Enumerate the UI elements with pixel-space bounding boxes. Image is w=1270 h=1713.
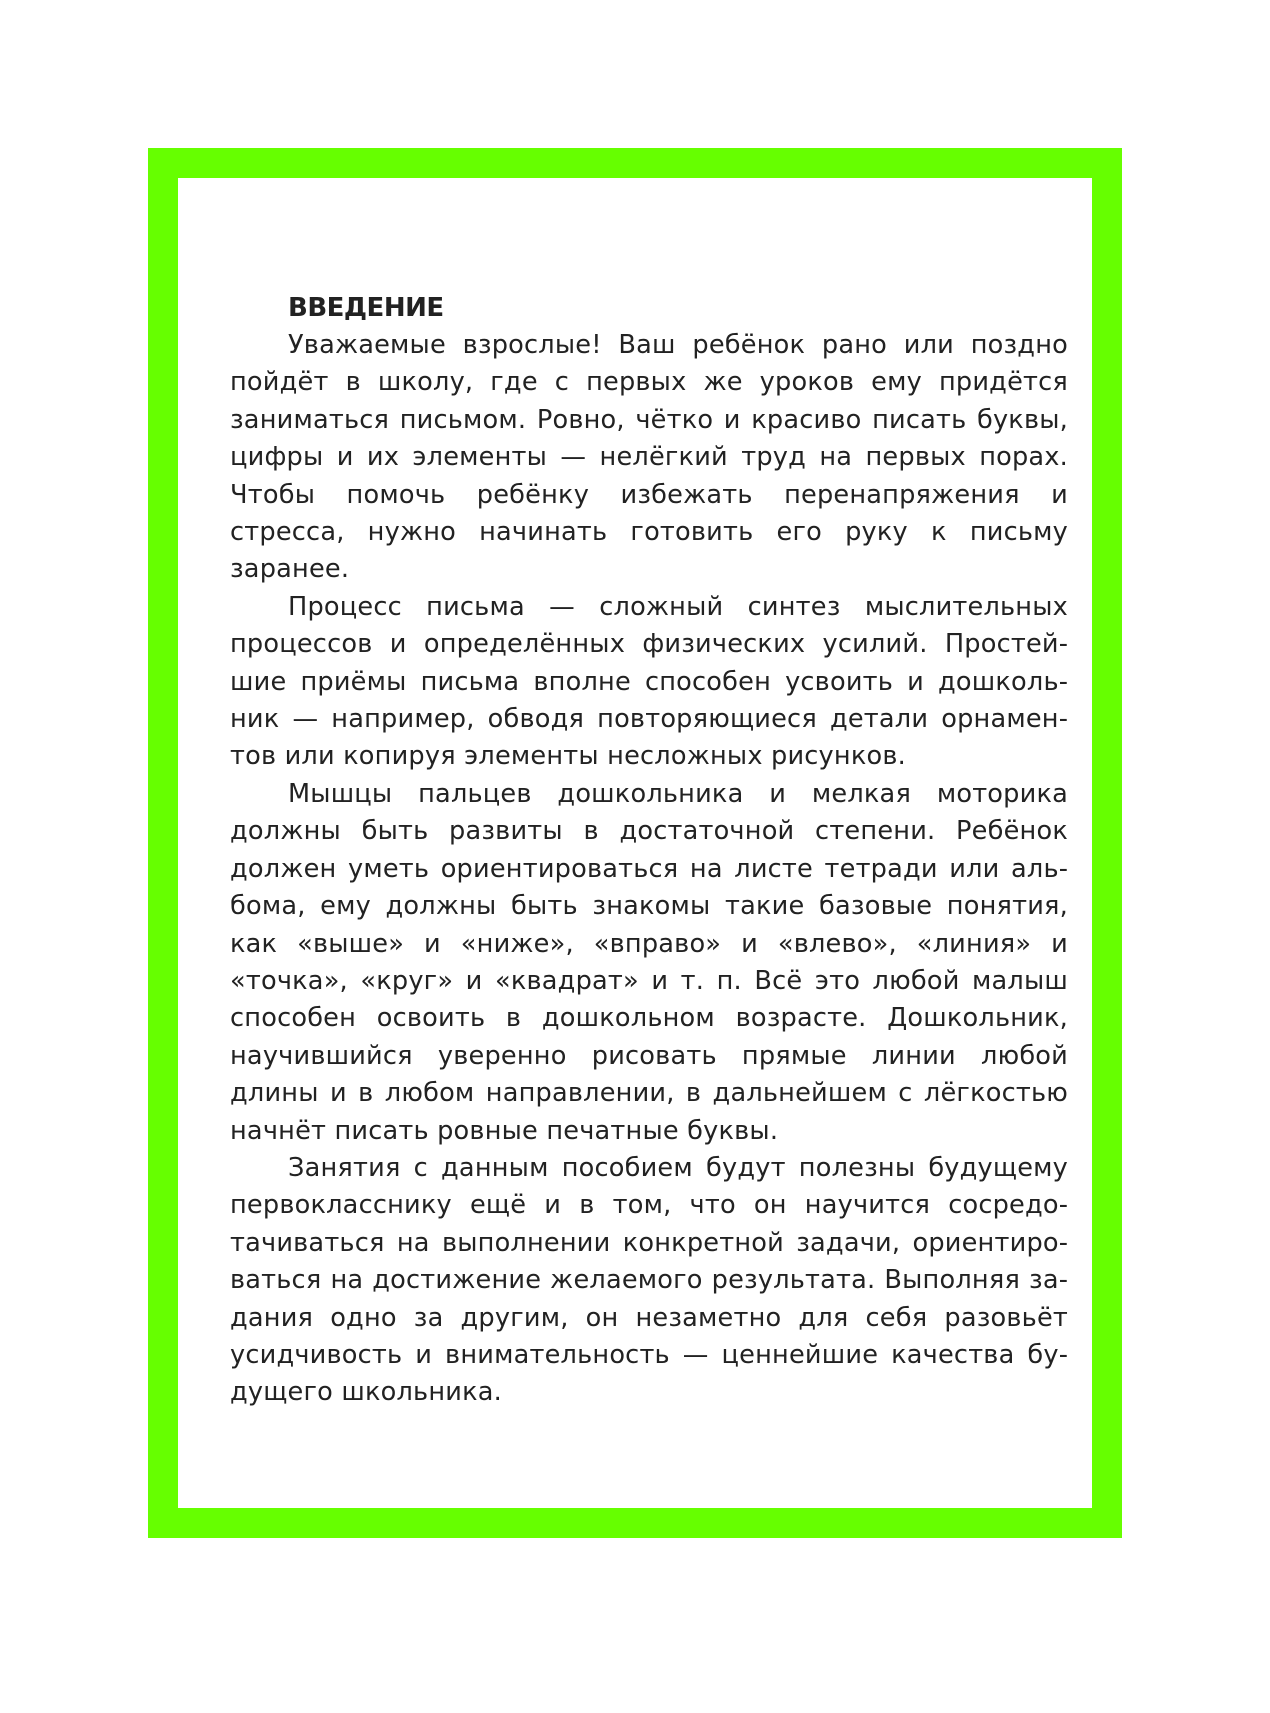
section-heading: ВВЕДЕНИЕ xyxy=(288,293,444,323)
paragraph-3: Мышцы пальцев дошкольника и мелкая моторика должны быть развиты в достаточной степени. Ребёнок должен уметь ориентироваться на листе тетради или альбома, ему должны быть знакомы такие базовые понятия, как «выше» и «ниже», «вправо» и «влево», «линия» и «точка», «круг» и «квадрат» и т. п. Всё это любой малыш способен освоить в дошкольном возрасте. Дошкольник, научившийся уверенно рисовать прямые линии любой длины и в любом направлении, в дальнейшем с лёгкостью начнёт писать ровные печатные буквы. xyxy=(230,778,1068,1146)
paragraph-2: Процесс письма — сложный синтез мыслительных процессов и определённых физических усилий. Простейшие приёмы письма вполне способен усвоить и дошкольник — например, обводя повторяющиеся детали орнаментов или копируя элементы несложных рисунков. xyxy=(230,591,1068,772)
introduction-text-block xyxy=(230,290,1068,1412)
paragraph-1: Уважаемые взрослые! Ваш ребёнок рано или поздно пойдёт в школу, где с первых же уроков ему придётся заниматься письмом. Ровно, чётко и красиво писать буквы, цифры и их элементы — нелёгкий труд на первых порах. Чтобы помочь ребёнку избежать перенапряжения и стресса, нужно начинать готовить его руку к письму заранее. xyxy=(230,330,1068,585)
paragraph-4: Занятия с данным пособием будут полезны будущему первокласснику ещё и в том, что он научится сосредотачиваться на выполнении конкретной задачи, ориентироваться на достижение желаемого результата. Выполняя задания одно за другим, он незаметно для себя разовьёт усидчивость и внимательность — ценнейшие качества будущего школьника. xyxy=(230,1152,1068,1408)
